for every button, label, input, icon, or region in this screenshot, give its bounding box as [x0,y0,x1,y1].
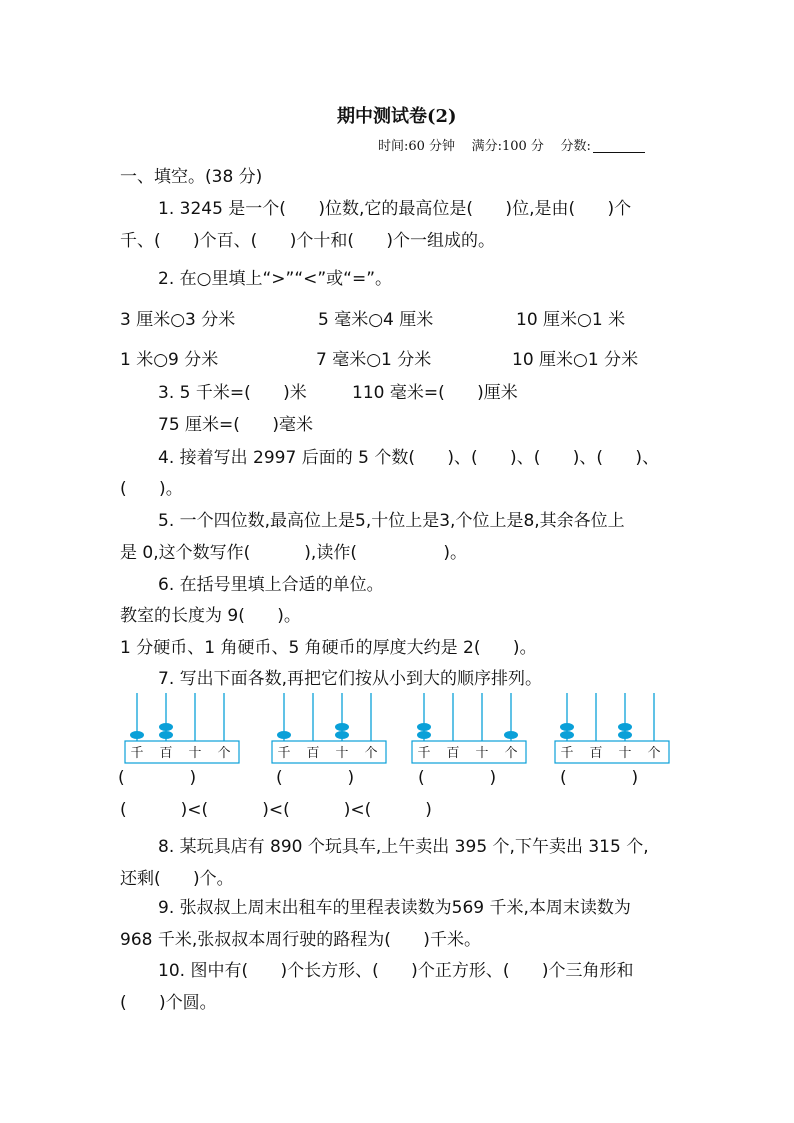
q8-line2: 还剩( )个。 [120,869,234,889]
abacus-bead [560,723,574,731]
q4-line2: ( )。 [120,479,183,499]
q2-item: 10 厘米○1 分米 [512,350,639,370]
q3-a: 3. 5 千米=( )米 [158,383,307,403]
q8-line1: 8. 某玩具店有 890 个玩具车,上午卖出 395 个,下午卖出 315 个, [158,837,649,857]
abacus-bead [618,723,632,731]
section-heading: 一、填空。(38 分) [120,167,263,187]
abacus [125,693,239,763]
q1-line1: 1. 3245 是一个( )位数,它的最高位是( )位,是由( )个 [158,199,632,219]
abacus [412,693,526,763]
place-label: 个 [504,746,518,761]
q7-order-line: ( )<( )<( )<( ) [120,800,432,820]
place-label: 百 [306,746,320,761]
q10-line2: ( )个圆。 [120,993,217,1013]
place-label: 十 [475,746,489,761]
place-label: 个 [647,746,661,761]
place-label: 十 [618,746,632,761]
q9-line1: 9. 张叔叔上周末出租车的里程表读数为569 千米,本周末读数为 [158,898,631,918]
abacus-bead [277,731,291,739]
q6-prompt: 6. 在括号里填上合适的单位。 [158,575,384,595]
q9-line2: 968 千米,张叔叔本周行驶的路程为( )千米。 [120,930,481,950]
abacus-bead [335,731,349,739]
abacus-bead [335,723,349,731]
time-info: 时间:60 分钟 [378,139,456,154]
q2-prompt: 2. 在○里填上“>”“<”或“=”。 [158,269,393,289]
place-label: 个 [217,746,231,761]
abacus-answer: ( ) [118,768,197,788]
q6-b: 1 分硬币、1 角硬币、5 角硬币的厚度大约是 2( )。 [120,638,537,658]
abacus-bead [417,723,431,731]
abacus-bead [159,723,173,731]
score-label: 分数: [560,139,591,154]
full-score-info: 满分:100 分 [471,139,544,154]
place-label: 千 [417,746,431,761]
place-label: 百 [159,746,173,761]
place-label: 个 [364,746,378,761]
place-label: 十 [188,746,202,761]
abacus [555,693,669,763]
abacus-bead [560,731,574,739]
q2-item: 7 毫米○1 分米 [316,350,432,370]
place-label: 十 [335,746,349,761]
q2-item: 1 米○9 分米 [120,350,219,370]
abacus [272,693,386,763]
q1-line2: 千、( )个百、( )个十和( )个一组成的。 [120,231,496,251]
abacus-bead [417,731,431,739]
abacus-bead [159,731,173,739]
q5-line2: 是 0,这个数写作( ),读作( )。 [120,543,468,563]
abacus-answer: ( ) [560,768,639,788]
q2-item: 10 厘米○1 米 [516,310,626,330]
place-label: 千 [130,746,144,761]
q2-item: 5 毫米○4 厘米 [318,310,434,330]
abacus-answer: ( ) [418,768,497,788]
place-label: 百 [589,746,603,761]
q7-prompt: 7. 写出下面各数,再把它们按从小到大的顺序排列。 [158,669,543,689]
q5-line1: 5. 一个四位数,最高位上是5,十位上是3,个位上是8,其余各位上 [158,511,625,531]
place-label: 千 [560,746,574,761]
page-title: 期中测试卷(2) [337,106,457,127]
q2-item: 3 厘米○3 分米 [120,310,236,330]
q3-b: 110 毫米=( )厘米 [352,383,518,403]
abacus-answer: ( ) [276,768,355,788]
place-label: 千 [277,746,291,761]
q10-line1: 10. 图中有( )个长方形、( )个正方形、( )个三角形和 [158,961,634,981]
abacus-bead [130,731,144,739]
q3-c: 75 厘米=( )毫米 [158,415,313,435]
abacus-bead [504,731,518,739]
place-label: 百 [446,746,460,761]
q6-a: 教室的长度为 9( )。 [120,606,301,626]
q4-line1: 4. 接着写出 2997 后面的 5 个数( )、( )、( )、( )、 [158,448,660,468]
abacus-bead [618,731,632,739]
